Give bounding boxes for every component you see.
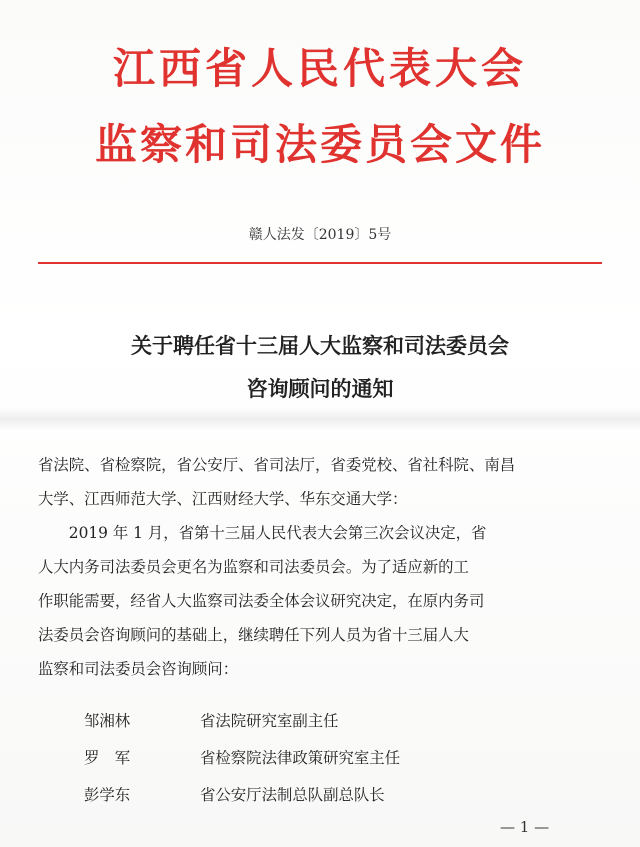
paper-fold-shadow: [0, 408, 640, 430]
body-paragraph-line1: 2019 年 1 月，省第十三届人民代表大会第三次会议决定，省: [38, 524, 487, 542]
body-paragraph-line4: 法委员会咨询顾问的基础上，继续聘任下列人员为省十三届人大: [38, 626, 469, 644]
appointee-name: 邹湘林: [84, 712, 131, 730]
body-paragraph-line5: 监察和司法委员会咨询顾问：: [38, 660, 239, 678]
appointee-name: 彭学东: [84, 786, 131, 804]
page-number: — 1 —: [500, 818, 550, 836]
notice-title-line2: 咨询顾问的通知: [246, 376, 394, 401]
body-paragraph-line3: 作职能需要，经省人大监察司法委全体会议研究决定，在原内务司: [38, 592, 485, 610]
body-paragraph-line2: 人大内务司法委员会更名为监察和司法委员会。为了适应新的工: [38, 558, 469, 576]
notice-title-line1: 关于聘任省十三届人大监察和司法委员会: [131, 333, 509, 358]
issuer-header-line2: 监察和司法委员会文件: [95, 120, 546, 169]
issuer-header-line1: 江西省人民代表大会: [112, 44, 527, 93]
appointee-position: 省检察院法律政策研究室主任: [200, 749, 401, 767]
recipients-line2: 大学、江西师范大学、江西财经大学、华东交通大学：: [38, 490, 408, 508]
red-divider-line: [38, 262, 602, 264]
document-number: 赣人法发〔2019〕5号: [248, 227, 392, 243]
appointee-position: 省法院研究室副主任: [200, 712, 339, 730]
appointee-position: 省公安厅法制总队副总队长: [200, 786, 385, 804]
appointee-name: 罗 军: [84, 749, 131, 767]
recipients-line1: 省法院、省检察院，省公安厅、省司法厅，省委党校、省社科院、南昌: [38, 456, 516, 474]
